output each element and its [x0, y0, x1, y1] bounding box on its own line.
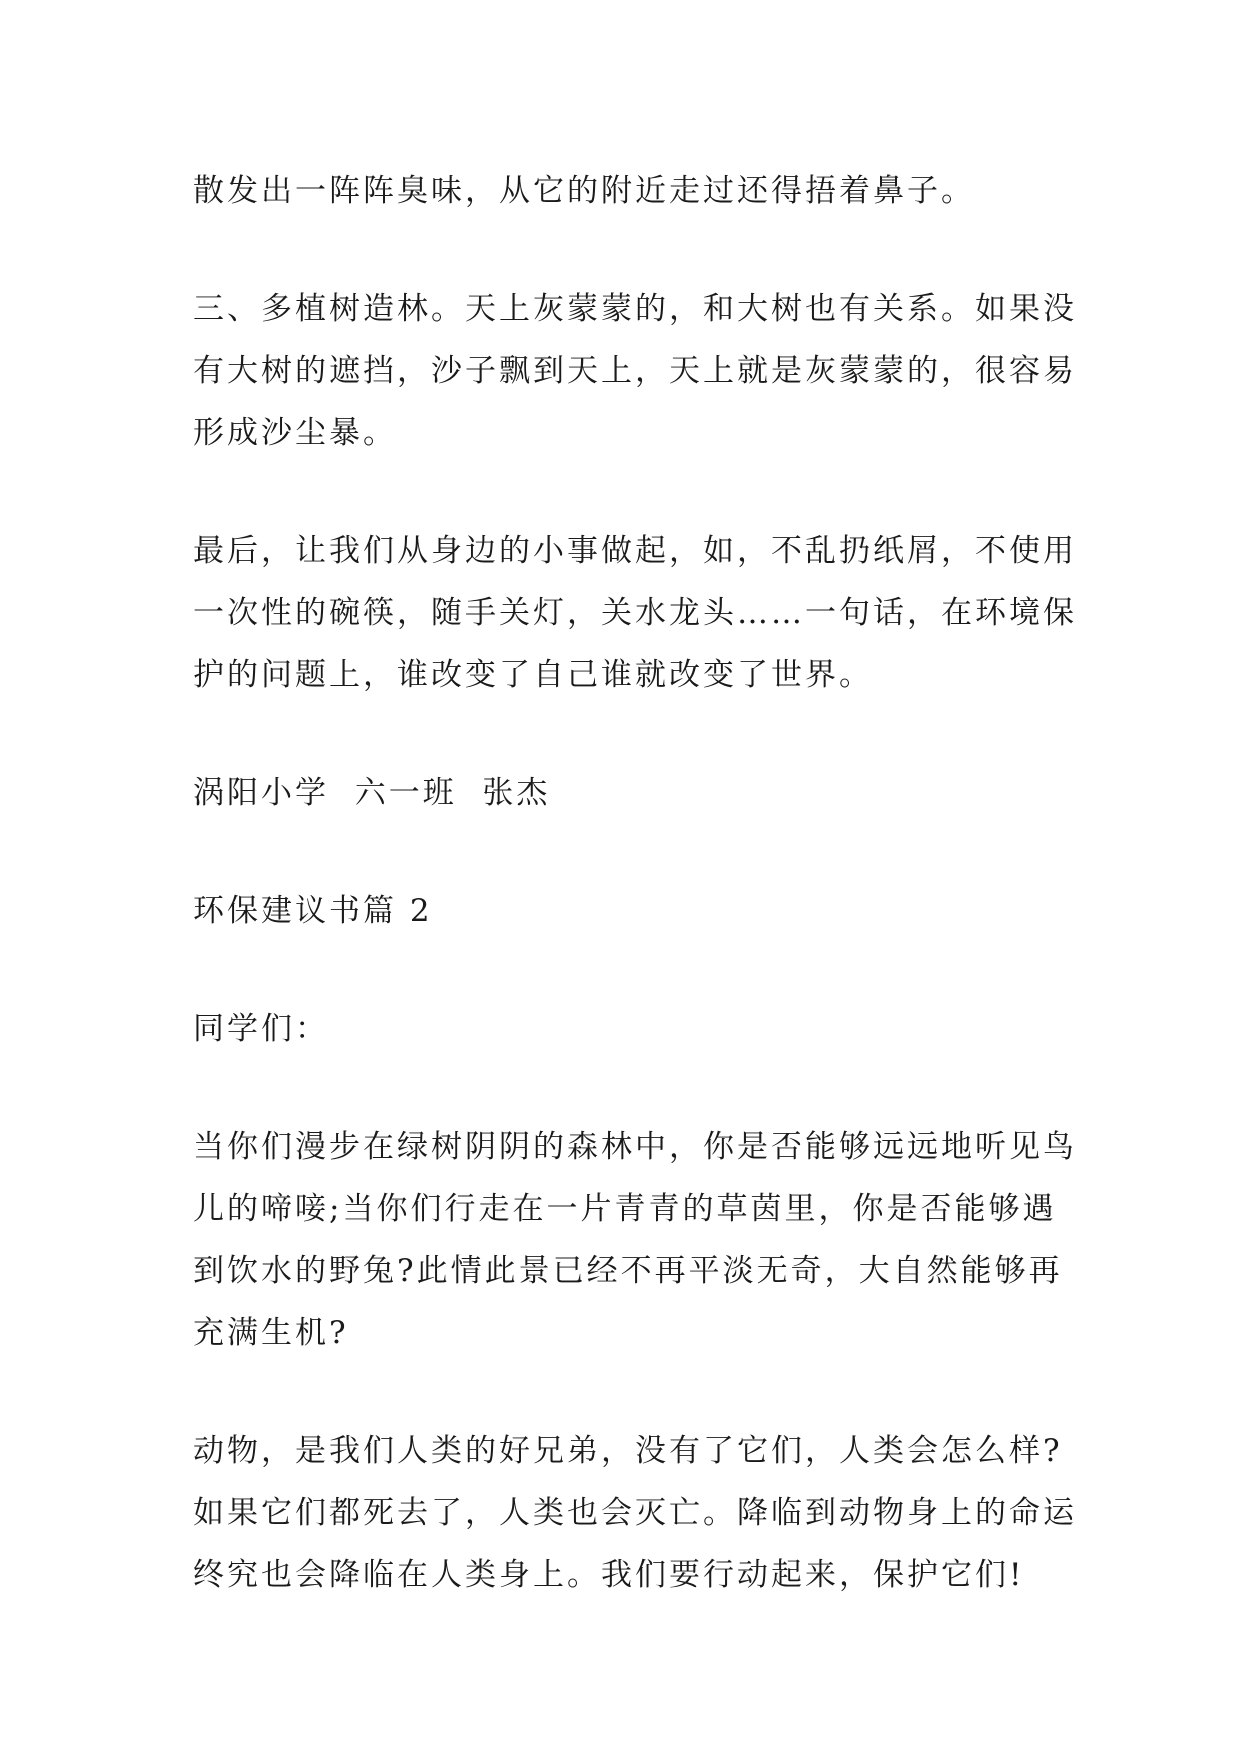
text-line: 充满生机? — [193, 1315, 349, 1351]
paragraph-2 — [193, 278, 1077, 464]
signature-line — [193, 762, 1063, 824]
text-line: 一次性的碗筷，随手关灯，关水龙头……一句话，在环境保 — [193, 595, 1077, 631]
text-line: 形成沙尘暴。 — [193, 415, 397, 451]
section-heading — [193, 880, 1063, 942]
text-line: 护的问题上，谁改变了自己谁就改变了世界。 — [193, 657, 873, 693]
document-body — [193, 160, 1077, 1662]
text-line: 动物，是我们人类的好兄弟，没有了它们，人类会怎么样? — [193, 1433, 1063, 1469]
text-line: 散发出一阵阵臭味，从它的附近走过还得捂着鼻子。 — [193, 173, 975, 209]
text-line: 到饮水的野兔?此情此景已经不再平淡无奇，大自然能够再 — [193, 1253, 1063, 1289]
paragraph-3 — [193, 520, 1077, 706]
paragraph-8 — [193, 1420, 1077, 1606]
salutation — [193, 998, 1063, 1060]
text-line: 如果它们都死去了，人类也会灭亡。降临到动物身上的命运 — [193, 1495, 1077, 1531]
text-line: 有大树的遮挡，沙子飘到天上，天上就是灰蒙蒙的，很容易 — [193, 353, 1077, 389]
text-line: 终究也会降临在人类身上。我们要行动起来，保护它们! — [193, 1557, 1025, 1593]
text-line: 三、多植树造林。天上灰蒙蒙的，和大树也有关系。如果没 — [193, 291, 1077, 327]
paragraph-1 — [193, 160, 1063, 222]
text-line: 最后，让我们从身边的小事做起，如，不乱扔纸屑，不使用 — [193, 533, 1077, 569]
text-line: 儿的啼唼;当你们行走在一片青青的草茵里，你是否能够遇 — [193, 1191, 1057, 1227]
text-line: 环保建议书篇 2 — [193, 893, 433, 929]
paragraph-7 — [193, 1116, 1077, 1364]
text-line: 当你们漫步在绿树阴阴的森林中，你是否能够远远地听见鸟 — [193, 1129, 1077, 1165]
text-line: 涡阳小学 六一班 张杰 — [193, 775, 551, 811]
text-line: 同学们： — [193, 1011, 329, 1047]
